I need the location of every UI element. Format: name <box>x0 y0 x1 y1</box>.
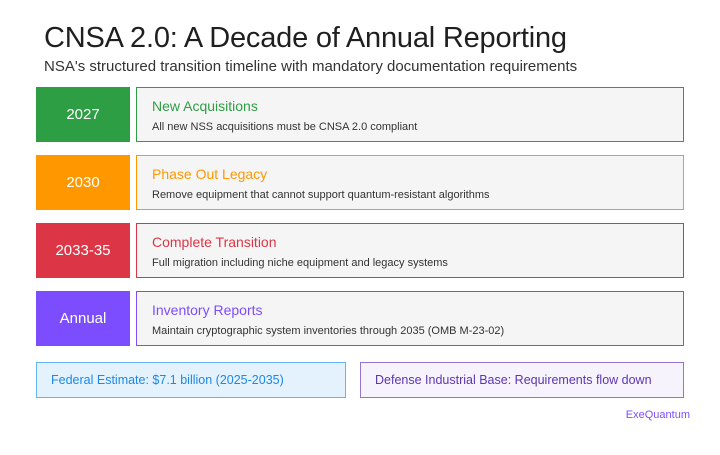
milestone-year-badge: 2030 <box>36 155 130 210</box>
milestone-card <box>136 223 684 278</box>
milestone-year-badge: 2033-35 <box>36 223 130 278</box>
milestone-title: Phase Out Legacy <box>152 166 268 182</box>
milestone-row-2030 <box>36 155 684 210</box>
milestone-row-2033-35 <box>36 223 684 278</box>
defense-industrial-base-note: Defense Industrial Base: Requirements flow down <box>360 362 684 398</box>
milestone-year-badge: Annual <box>36 291 130 346</box>
milestone-year-badge: 2027 <box>36 87 130 142</box>
milestone-description: Remove equipment that cannot support quantum-resistant algorithms <box>152 189 490 201</box>
milestone-description: Full migration including niche equipment and legacy systems <box>152 257 448 269</box>
milestone-title: Inventory Reports <box>152 302 263 318</box>
page-title: CNSA 2.0: A Decade of Annual Reporting <box>44 22 567 54</box>
milestone-title: New Acquisitions <box>152 98 258 114</box>
page-subtitle: NSA's structured transition timeline with mandatory documentation requirements <box>44 58 578 75</box>
milestone-description: All new NSS acquisitions must be CNSA 2.0 compliant <box>152 121 418 133</box>
milestone-title: Complete Transition <box>152 234 277 250</box>
milestone-card <box>136 291 684 346</box>
milestone-description: Maintain cryptographic system inventories through 2035 (OMB M-23-02) <box>152 325 505 337</box>
federal-estimate-note: Federal Estimate: $7.1 billion (2025-2035) <box>36 362 346 398</box>
brand-label: ExeQuantum <box>625 409 690 421</box>
milestone-row-annual <box>36 291 684 346</box>
milestone-card <box>136 87 684 142</box>
milestone-row-2027 <box>36 87 684 142</box>
milestone-card <box>136 155 684 210</box>
